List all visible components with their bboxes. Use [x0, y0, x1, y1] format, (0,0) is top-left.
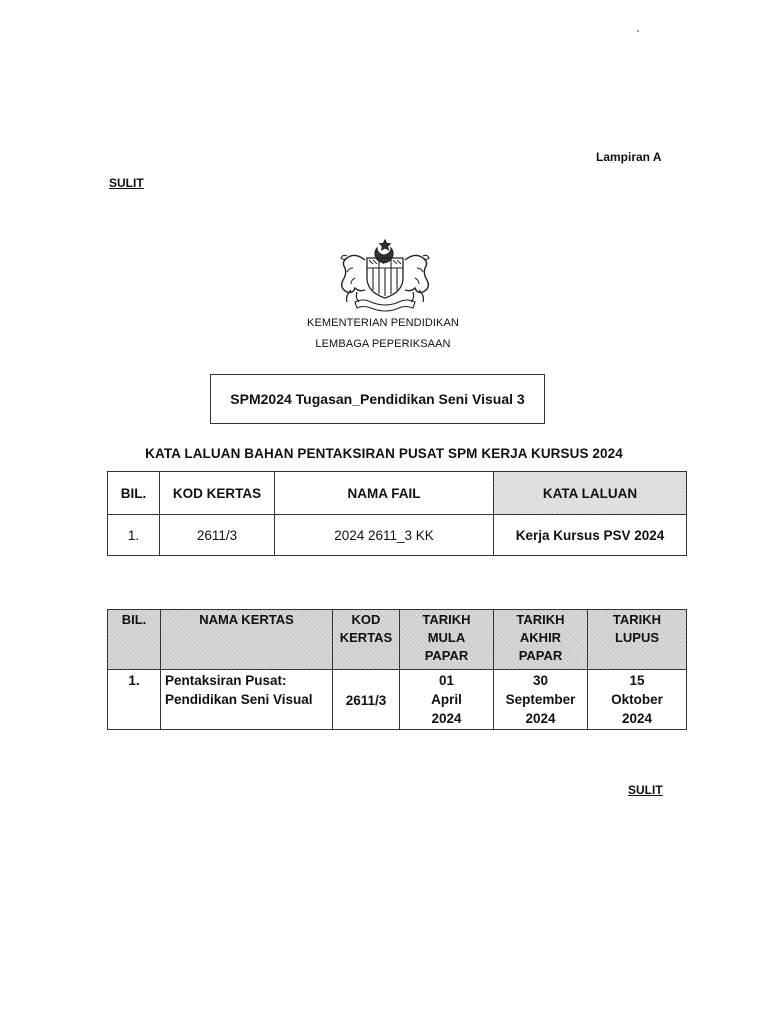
scan-speck	[637, 30, 639, 32]
cell-tarikh-akhir-papar: 30 September 2024	[494, 670, 588, 730]
header-bil: BIL.	[108, 610, 161, 670]
cell-kod-kertas: 2611/3	[333, 670, 400, 730]
header-kod-kertas: KOD KERTAS	[333, 610, 400, 670]
document-title-box	[210, 374, 545, 424]
header-bil: BIL.	[108, 472, 160, 515]
classification-top: SULIT	[109, 176, 144, 190]
cell-nama-kertas: Pentaksiran Pusat: Pendidikan Seni Visual	[161, 670, 333, 730]
cell-bil: 1.	[108, 515, 160, 556]
ministry-name: KEMENTERIAN PENDIDIKAN	[307, 317, 459, 329]
schedule-table	[107, 609, 687, 730]
header-nama-fail: NAMA FAIL	[275, 472, 494, 515]
cell-tarikh-lupus: 15 Oktober 2024	[588, 670, 687, 730]
cell-tarikh-mula-papar: 01 April 2024	[400, 670, 494, 730]
lampiran-label: Lampiran A	[596, 150, 662, 164]
section-heading: KATA LALUAN BAHAN PENTAKSIRAN PUSAT SPM KERJA KURSUS 2024	[145, 446, 623, 461]
password-table	[107, 471, 687, 556]
header-nama-kertas: NAMA KERTAS	[161, 610, 333, 670]
header-kod-kertas: KOD KERTAS	[160, 472, 275, 515]
header-kata-laluan: KATA LALUAN	[494, 472, 687, 515]
board-name: LEMBAGA PEPERIKSAAN	[315, 338, 451, 350]
cell-kod-kertas: 2611/3	[160, 515, 275, 556]
header-tarikh-akhir-papar: TARIKH AKHIR PAPAR	[494, 610, 588, 670]
table-header-row	[108, 472, 687, 515]
classification-bottom: SULIT	[628, 783, 663, 797]
document-title: SPM2024 Tugasan_Pendidikan Seni Visual 3	[230, 391, 525, 407]
cell-kata-laluan: Kerja Kursus PSV 2024	[494, 515, 687, 556]
cell-nama-fail: 2024 2611_3 KK	[275, 515, 494, 556]
header-tarikh-lupus: TARIKH LUPUS	[588, 610, 687, 670]
table-row	[108, 515, 687, 556]
cell-bil: 1.	[108, 670, 161, 730]
malaysia-coat-of-arms-icon	[333, 238, 437, 312]
table-row	[108, 670, 687, 730]
table-header-row	[108, 610, 687, 670]
header-tarikh-mula-papar: TARIKH MULA PAPAR	[400, 610, 494, 670]
